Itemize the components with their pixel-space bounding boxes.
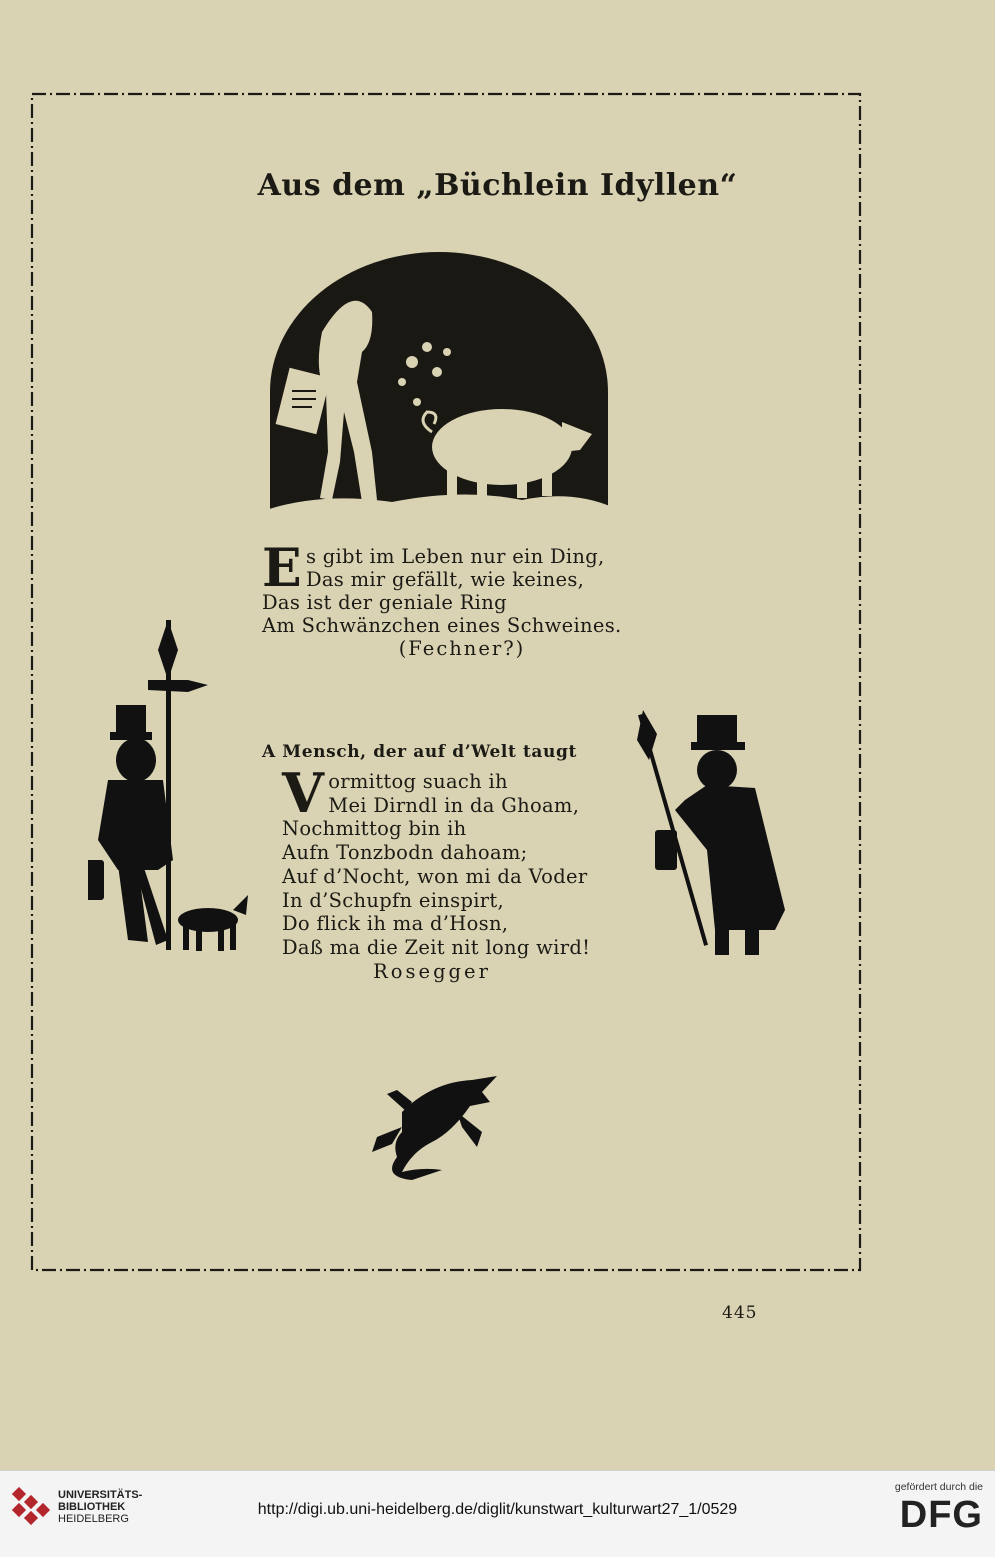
viewer-footer [0,1470,995,1557]
poem-rosegger [282,761,642,983]
poem-heading: A Mensch, der auf d’Welt taugt [262,742,577,762]
poem-line: Auf d’Nocht, won mi da Voder [282,864,588,888]
poem-line: In d’Schupfn einspirt, [282,888,505,912]
dfg-logo[interactable] [895,1481,983,1537]
silhouette-crocodile [372,1072,502,1186]
poem-line: Daß ma die Zeit nit long wird! [282,935,591,959]
poem-line: Nochmittog bin ih [282,817,467,841]
poem-author: Rosegger [373,959,491,983]
dfg-wordmark: DFG [899,1494,983,1536]
poem-fechner [262,538,632,660]
poem-line: Mei Dirndl in da Ghoam, [328,793,580,817]
permalink-url[interactable]: http://digi.ub.uni-heidelberg.de/diglit/kunstwart_kulturwart27_1/0529 [257,1501,738,1518]
funded-by-label: gefördert durch die [894,1481,983,1493]
page-title: Aus dem „Büchlein Idyllen“ [257,168,738,203]
library-name-line3: HEIDELBERG [58,1513,129,1525]
poem-line: Do flick ih ma d’Hosn, [282,912,509,936]
drop-cap: E [262,538,302,599]
poem-line: s gibt im Leben nur ein Ding, [305,545,605,568]
drop-cap: V [282,761,325,825]
poem-line: Das mir gefällt, wie keines, [305,568,585,591]
silhouette-watchman-with-dog [88,620,248,964]
library-name-line2: BIBLIOTHEK [58,1501,126,1513]
library-name-line1: UNIVERSITÄTS- [58,1489,143,1501]
poem-line: Am Schwänzchen eines Schweines. [262,614,622,637]
poem-line: ormittog suach ih [328,770,508,793]
poem-line: Das ist der geniale Ring [262,591,507,614]
silhouette-watchman-with-lantern [635,710,795,964]
poem-author: (Fechner?) [398,637,526,660]
poem-line: Aufn Tonzbodn dahoam; [282,841,528,865]
illustration-man-and-pig [262,252,616,520]
page-number: 445 [722,1303,758,1323]
